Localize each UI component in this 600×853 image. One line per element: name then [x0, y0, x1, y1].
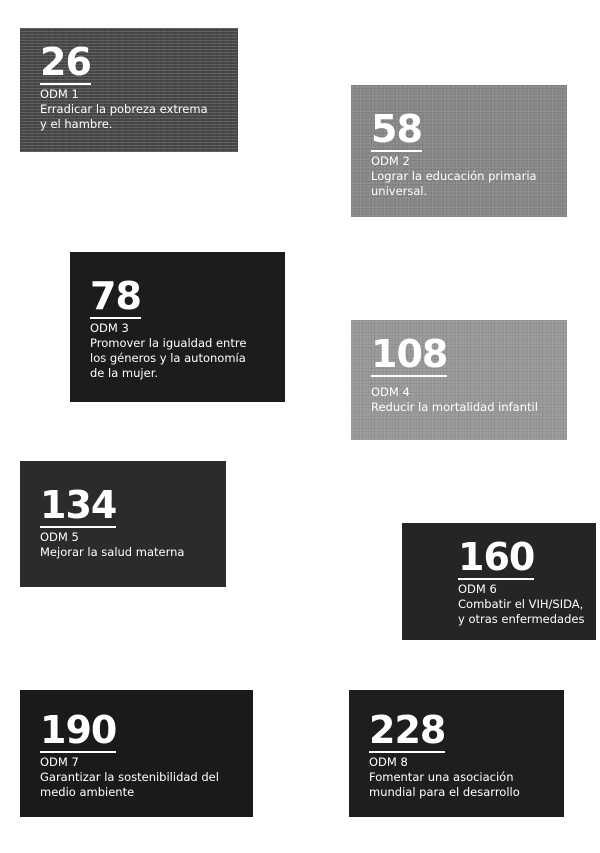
goal-label: ODM 6 [458, 582, 497, 596]
goal-number: 78 [90, 274, 141, 318]
goal-card-odm-8 [349, 690, 564, 817]
goal-number: 58 [371, 107, 422, 151]
goal-card-odm-3 [70, 252, 285, 402]
goal-label: ODM 7 [40, 755, 79, 769]
goal-label: ODM 3 [90, 321, 129, 335]
goal-number: 228 [369, 708, 446, 752]
goal-label: ODM 2 [371, 154, 410, 168]
goal-number: 190 [40, 708, 117, 752]
goal-description: Reducir la mortalidad infantil [371, 400, 538, 414]
goal-card-odm-7 [20, 690, 253, 817]
goal-description: Mejorar la salud materna [40, 545, 185, 559]
goal-number: 26 [40, 40, 91, 84]
goal-card-odm-1 [20, 28, 238, 152]
goal-description: Fomentar una asociación mundial para el desarrollo [369, 770, 520, 799]
goal-card-odm-6 [402, 523, 596, 640]
goal-number: 134 [40, 483, 117, 527]
goal-label: ODM 4 [371, 385, 410, 399]
goal-description: Lograr la educación primaria universal. [371, 169, 537, 198]
goal-card-odm-4 [351, 320, 567, 440]
goal-card-odm-2 [351, 85, 567, 217]
goal-number: 160 [458, 535, 535, 579]
goal-label: ODM 5 [40, 530, 79, 544]
goal-number: 108 [371, 332, 448, 376]
goal-description: Combatir el VIH/SIDA, y otras enfermedades [458, 597, 585, 626]
goal-description: Garantizar la sostenibilidad del medio ambiente [40, 770, 219, 799]
goal-label: ODM 8 [369, 755, 408, 769]
goal-description: Promover la igualdad entre los géneros y la autonomía de la mujer. [90, 336, 247, 380]
goal-card-odm-5 [20, 461, 226, 587]
goal-description: Erradicar la pobreza extrema y el hambre. [40, 102, 208, 131]
goal-label: ODM 1 [40, 87, 79, 101]
